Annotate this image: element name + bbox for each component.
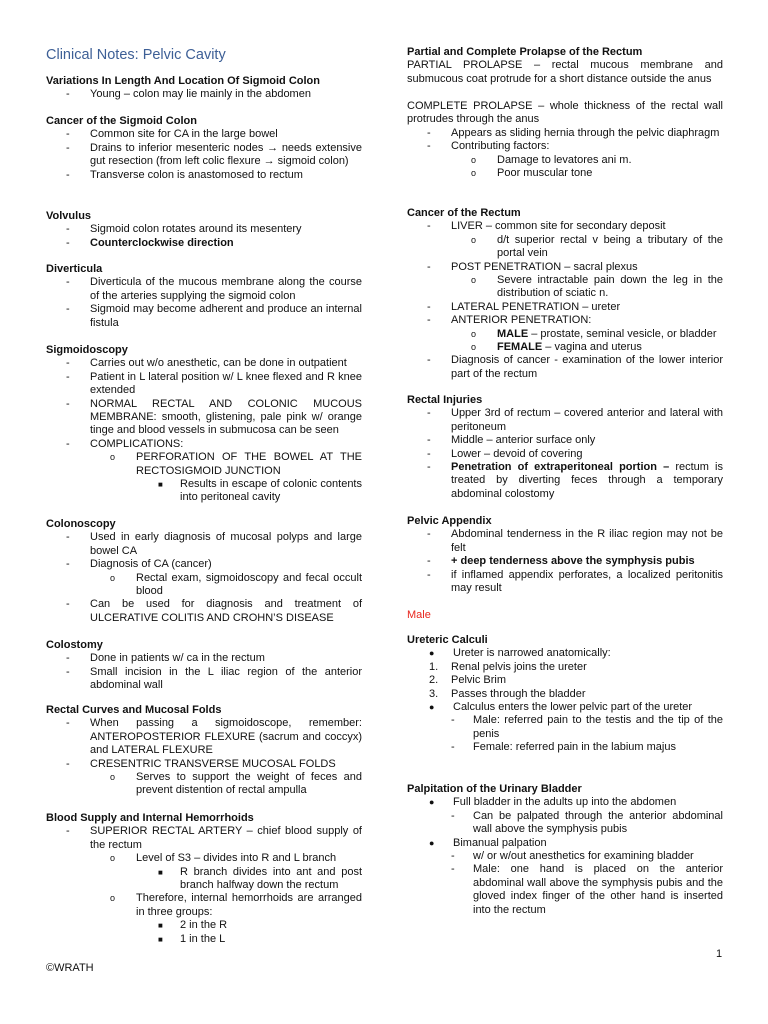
list-text: [451, 448, 723, 461]
item-text: Male: referred pain to the testis and the tip of the penis: [473, 714, 723, 740]
item-text: 2 in the R: [180, 919, 228, 932]
list-text: [136, 771, 362, 798]
item-text: Middle – anterior surface only: [451, 434, 596, 447]
list-text: [90, 142, 362, 169]
list-text: [451, 461, 723, 501]
section-heading: Pelvic Appendix: [407, 515, 492, 527]
list-marker: -: [66, 128, 70, 141]
section: [407, 207, 723, 381]
paragraph: COMPLETE PROLAPSE – whole thickness of the rectal wall protrudes through the anus: [407, 100, 723, 126]
section-heading: Cancer of the Rectum: [407, 207, 521, 219]
bold-lead: MALE: [497, 327, 529, 340]
item-text: Abdominal tenderness in the R iliac region may not be felt: [451, 528, 723, 554]
list-text: [90, 825, 362, 852]
list-item: [407, 863, 723, 917]
list-marker: -: [66, 370, 70, 383]
list-marker: -: [66, 598, 70, 611]
list-marker: -: [427, 434, 431, 447]
list-item: [46, 666, 362, 693]
list-item: [407, 407, 723, 434]
list-marker: -: [427, 140, 431, 153]
list-text: [451, 688, 723, 701]
list-text: [451, 127, 723, 140]
list-item: [407, 274, 723, 301]
list-text: [90, 666, 362, 693]
list-marker: -: [66, 276, 70, 289]
list-text: [451, 140, 723, 153]
section: [407, 394, 723, 501]
list-item: [407, 328, 723, 341]
section: [46, 518, 362, 625]
bold-lead: Penetration of extraperitoneal portion –: [451, 461, 670, 474]
list-item: [46, 438, 362, 451]
item-text: Severe intractable pain down the leg in the distribution of sciatic n.: [497, 274, 723, 300]
list-text: [451, 407, 723, 434]
list-text: [90, 169, 362, 182]
section-heading: Sigmoidoscopy: [46, 344, 128, 356]
item-text: Lower – devoid of covering: [451, 447, 583, 460]
item-text: When passing a sigmoidoscope, remember: ANTEROPOSTERIOR FLEXURE (sacrum and coccyx) and LATERAL FLEXURE: [90, 717, 362, 757]
list-item: [407, 220, 723, 233]
list-text: [497, 154, 723, 167]
list-marker: o: [471, 328, 477, 339]
list-text: [90, 558, 362, 571]
list-marker: -: [66, 437, 70, 450]
item-text: Passes through the bladder: [451, 687, 586, 700]
list-text: [473, 810, 723, 837]
list-marker: -: [66, 825, 70, 838]
section-heading: Ureteric Calculi: [407, 634, 488, 646]
section: [407, 609, 723, 622]
list-text: [473, 741, 723, 754]
item-text: Calculus enters the lower pelvic part of the ureter: [453, 701, 693, 714]
list-text: [453, 837, 723, 850]
list-text: [136, 451, 362, 478]
list-marker: ■: [158, 934, 163, 944]
list-marker: -: [66, 397, 70, 410]
list-item: [46, 892, 362, 919]
item-text: Patient in L lateral position w/ L knee flexed and R knee extended: [90, 370, 362, 397]
list-text: [90, 652, 362, 665]
list-marker: -: [427, 528, 431, 541]
list-text: [136, 892, 362, 919]
list-text: [90, 303, 362, 330]
list-marker: -: [427, 314, 431, 327]
list-marker: -: [66, 357, 70, 370]
list-text: [451, 528, 723, 555]
list-text: [451, 261, 723, 274]
item-text: Used in early diagnosis of mucosal polyps and large bowel CA: [90, 531, 362, 557]
list-text: [136, 852, 362, 865]
list-item: [407, 837, 723, 850]
list-text: [90, 531, 362, 558]
section: [46, 812, 362, 946]
item-text: Results in escape of colonic contents into peritoneal cavity: [180, 478, 362, 504]
list-marker: -: [427, 568, 431, 581]
list-item: [46, 128, 362, 141]
list-marker: -: [451, 863, 455, 876]
item-text: Renal pelvis joins the ureter: [451, 660, 587, 673]
section-heading: Partial and Complete Prolapse of the Rectum: [407, 46, 643, 58]
list-item: [407, 810, 723, 837]
footer-copyright: ©WRATH: [46, 962, 94, 974]
list-item: [46, 825, 362, 852]
list-item: [46, 371, 362, 398]
list-text: [473, 850, 723, 863]
list-marker: o: [471, 275, 477, 286]
item-text: Drains to inferior mesenteric nodes → needs extensive gut resection (from left colic flexure → sigmoid colon): [90, 141, 362, 168]
list-text: [451, 661, 723, 674]
list-text: [451, 220, 723, 233]
list-item: [407, 314, 723, 327]
list-marker: -: [66, 652, 70, 665]
item-text: R branch divides into ant and post branch halfway down the rectum: [180, 865, 362, 892]
list-marker: -: [451, 741, 455, 754]
list-item: [46, 558, 362, 571]
item-text: Can be palpated through the anterior abdominal wall above the symphysis pubis: [473, 809, 723, 836]
list-marker: -: [66, 757, 70, 770]
list-text: [497, 274, 723, 301]
list-marker: -: [427, 407, 431, 420]
item-text: Therefore, internal hemorrhoids are arranged in three groups:: [136, 892, 362, 918]
list-marker: o: [110, 853, 116, 864]
list-text: [497, 328, 723, 341]
list-item: [407, 448, 723, 461]
list-marker: o: [110, 893, 116, 904]
section: [46, 115, 362, 182]
list-marker: ■: [158, 867, 163, 877]
list-item: [46, 398, 362, 438]
list-item: [407, 701, 723, 714]
item-text: rectum is treated by diverting feces through a temporary abdominal colostomy: [451, 461, 723, 500]
item-text: CRESENTRIC TRANSVERSE MUCOSAL FOLDS: [90, 757, 336, 770]
list-marker: o: [471, 342, 477, 353]
item-text: Small incision in the L iliac region of the anterior abdominal wall: [90, 665, 362, 692]
list-text: [453, 647, 723, 660]
item-text: SUPERIOR RECTAL ARTERY – chief blood supply of the rectum: [90, 825, 362, 851]
item-text: Counterclockwise direction: [90, 236, 234, 249]
item-text: Appears as sliding hernia through the pelvic diaphragm: [451, 126, 720, 139]
item-text: Sigmoid may become adherent and produce an internal fistula: [90, 303, 362, 329]
item-text: Transverse colon is anastomosed to rectum: [90, 168, 303, 181]
section: [407, 46, 723, 86]
list-item: [407, 528, 723, 555]
list-text: [180, 933, 362, 946]
item-text: LIVER – common site for secondary deposit: [451, 220, 666, 233]
list-item: [407, 850, 723, 863]
section-heading: Palpitation of the Urinary Bladder: [407, 783, 582, 795]
list-marker: ●: [429, 648, 435, 659]
section-heading: Volvulus: [46, 210, 92, 222]
section-heading: Blood Supply and Internal Hemorrhoids: [46, 812, 254, 824]
item-text: PERFORATION OF THE BOWEL AT THE RECTOSIGMOID JUNCTION: [136, 451, 362, 477]
list-text: [473, 863, 723, 917]
item-text: Upper 3rd of rectum – covered anterior and lateral with peritoneum: [451, 407, 723, 433]
list-marker: -: [66, 168, 70, 181]
list-marker: -: [66, 717, 70, 730]
list-text: [473, 714, 723, 741]
item-text: Diagnosis of CA (cancer): [90, 558, 212, 571]
list-text: [90, 717, 362, 757]
list-item: [46, 142, 362, 169]
list-marker: -: [427, 354, 431, 367]
section: [407, 100, 723, 180]
list-item: [407, 341, 723, 354]
list-marker: ■: [158, 480, 163, 490]
list-item: [46, 933, 362, 946]
item-text: POST PENETRATION – sacral plexus: [451, 260, 638, 273]
item-text: Full bladder in the adults up into the abdomen: [453, 796, 677, 809]
list-text: [451, 674, 723, 687]
item-text: Pelvic Brim: [451, 674, 507, 687]
item-text: Carries out w/o anesthetic, can be done in outpatient: [90, 357, 347, 370]
section: [46, 75, 362, 102]
list-text: [451, 434, 723, 447]
list-item: [46, 866, 362, 893]
section-heading: Rectal Curves and Mucosal Folds: [46, 704, 222, 716]
list-text: [90, 223, 362, 236]
list-marker: -: [66, 665, 70, 678]
list-text: [451, 569, 723, 596]
list-text: [90, 398, 362, 438]
section-heading: Colonoscopy: [46, 518, 116, 530]
list-text: [90, 237, 362, 250]
section: [407, 634, 723, 755]
item-text: Sigmoid colon rotates around its mesentery: [90, 223, 302, 236]
list-text: [90, 276, 362, 303]
list-item: [407, 674, 723, 687]
list-marker: ■: [158, 921, 163, 931]
item-text: Contributing factors:: [451, 140, 550, 153]
list-marker: o: [110, 572, 116, 583]
list-item: [46, 598, 362, 625]
list-marker: o: [110, 772, 116, 783]
list-item: [407, 154, 723, 167]
list-marker: 2.: [429, 674, 439, 687]
list-text: [453, 701, 723, 714]
section-heading: Diverticula: [46, 263, 103, 275]
list-text: [180, 866, 362, 893]
section-heading: Colostomy: [46, 639, 103, 651]
list-marker: -: [427, 220, 431, 233]
item-text: – vagina and uterus: [542, 341, 642, 354]
list-text: [180, 478, 362, 505]
list-marker: -: [66, 141, 70, 154]
list-item: [46, 572, 362, 599]
list-item: [407, 434, 723, 447]
item-text: Diagnosis of cancer - examination of the lower interior part of the rectum: [451, 354, 723, 380]
item-text: Poor muscular tone: [497, 167, 593, 180]
list-marker: -: [66, 303, 70, 316]
list-item: [46, 478, 362, 505]
list-marker: o: [471, 154, 477, 165]
list-item: [407, 647, 723, 660]
section: [46, 210, 362, 250]
list-item: [46, 852, 362, 865]
list-marker: -: [66, 236, 70, 249]
list-marker: -: [66, 531, 70, 544]
list-item: [407, 714, 723, 741]
list-item: [407, 569, 723, 596]
item-text: LATERAL PENETRATION – ureter: [451, 300, 621, 313]
list-item: [407, 140, 723, 153]
list-item: [407, 688, 723, 701]
item-text: + deep tenderness above the symphysis pubis: [451, 555, 695, 568]
item-text: Male: one hand is placed on the anterior abdominal wall above the symphysis pubis and the gloved index finger of the other hand is inserted into the rectum: [473, 863, 723, 916]
list-item: [407, 301, 723, 314]
list-item: [46, 276, 362, 303]
list-item: [407, 461, 723, 501]
item-text: Bimanual palpation: [453, 836, 547, 849]
list-marker: -: [427, 555, 431, 568]
list-item: [46, 88, 362, 101]
item-text: Level of S3 – divides into R and L branch: [136, 852, 337, 865]
list-item: [407, 261, 723, 274]
section: [46, 344, 362, 505]
list-item: [407, 741, 723, 754]
item-text: w/ or w/out anesthetics for examining bladder: [473, 850, 694, 863]
list-text: [90, 371, 362, 398]
list-text: [451, 354, 723, 381]
list-marker: -: [427, 300, 431, 313]
list-text: [90, 128, 362, 141]
item-text: COMPLICATIONS:: [90, 437, 184, 450]
list-item: [46, 717, 362, 757]
list-marker: 3.: [429, 687, 439, 700]
list-text: [451, 301, 723, 314]
item-text: Serves to support the weight of feces and prevent distention of rectal ampulla: [136, 771, 362, 797]
item-text: d/t superior rectal v being a tributary of the portal vein: [497, 233, 723, 260]
item-text: Common site for CA in the large bowel: [90, 128, 278, 141]
list-item: [46, 919, 362, 932]
list-marker: -: [427, 126, 431, 139]
item-text: Can be used for diagnosis and treatment of ULCERATIVE COLITIS AND CROHN’S DISEASE: [90, 598, 362, 624]
list-text: [90, 758, 362, 771]
list-marker: o: [110, 452, 116, 463]
list-marker: -: [451, 714, 455, 727]
list-item: [407, 796, 723, 809]
list-marker: ●: [429, 837, 435, 848]
section: [46, 704, 362, 798]
list-item: [407, 127, 723, 140]
list-marker: -: [66, 558, 70, 571]
list-marker: 1.: [429, 660, 439, 673]
bold-lead: FEMALE: [497, 341, 543, 354]
item-text: – prostate, seminal vesicle, or bladder: [528, 327, 717, 340]
section-heading: Variations In Length And Location Of Sigmoid Colon: [46, 75, 320, 87]
list-item: [46, 451, 362, 478]
list-marker: ●: [429, 702, 435, 713]
item-text: if inflamed appendix perforates, a localized peritonitis may result: [451, 568, 723, 595]
list-item: [46, 303, 362, 330]
list-text: [90, 88, 362, 101]
section-heading: Male: [407, 609, 431, 621]
list-item: [46, 771, 362, 798]
list-item: [46, 357, 362, 370]
section: [407, 783, 723, 917]
list-text: [453, 796, 723, 809]
list-marker: o: [471, 234, 477, 245]
list-item: [407, 354, 723, 381]
list-item: [407, 555, 723, 568]
item-text: ANTERIOR PENETRATION:: [451, 314, 592, 327]
list-marker: -: [451, 850, 455, 863]
item-text: Diverticula of the mucous membrane along the course of the arteries supplying the sigmoid colon: [90, 276, 362, 302]
section: [407, 515, 723, 595]
item-text: Ureter is narrowed anatomically:: [453, 647, 611, 660]
item-text: Female: referred pain in the labium majus: [473, 741, 676, 754]
list-text: [90, 598, 362, 625]
item-text: Done in patients w/ ca in the rectum: [90, 652, 265, 665]
list-item: [46, 169, 362, 182]
list-marker: -: [427, 260, 431, 273]
section-heading: Cancer of the Sigmoid Colon: [46, 115, 197, 127]
list-text: [136, 572, 362, 599]
list-marker: -: [66, 223, 70, 236]
list-text: [90, 438, 362, 451]
item-text: NORMAL RECTAL AND COLONIC MUCOUS MEMBRANE: smooth, glistening, pale pink w/ orange tinge and blood vessels in submucosa can be seen: [90, 397, 362, 437]
list-item: [46, 237, 362, 250]
list-marker: -: [451, 809, 455, 822]
section: [46, 639, 362, 693]
item-text: 1 in the L: [180, 932, 226, 945]
section: [46, 263, 362, 330]
section-heading: Rectal Injuries: [407, 394, 483, 406]
list-item: [46, 531, 362, 558]
list-item: [46, 223, 362, 236]
list-marker: -: [427, 461, 431, 474]
list-marker: ●: [429, 797, 435, 808]
list-text: [497, 341, 723, 354]
list-item: [46, 758, 362, 771]
list-item: [407, 167, 723, 180]
list-text: [90, 357, 362, 370]
list-text: [451, 555, 723, 568]
list-item: [407, 661, 723, 674]
paragraph: PARTIAL PROLAPSE – rectal mucous membrane and submucous coat protrude for a short distance outside the anus: [407, 59, 723, 85]
list-marker: -: [66, 88, 70, 101]
list-text: [180, 919, 362, 932]
list-text: [497, 167, 723, 180]
list-text: [451, 314, 723, 327]
item-text: Rectal exam, sigmoidoscopy and fecal occult blood: [136, 571, 362, 598]
item-text: Damage to levatores ani m.: [497, 153, 632, 166]
list-text: [497, 234, 723, 261]
list-marker: -: [427, 447, 431, 460]
page-title: Clinical Notes: Pelvic Cavity: [46, 47, 226, 63]
list-marker: o: [471, 168, 477, 179]
list-item: [46, 652, 362, 665]
list-item: [407, 234, 723, 261]
item-text: Young – colon may lie mainly in the abdomen: [90, 88, 311, 101]
page-number: 1: [716, 948, 723, 960]
